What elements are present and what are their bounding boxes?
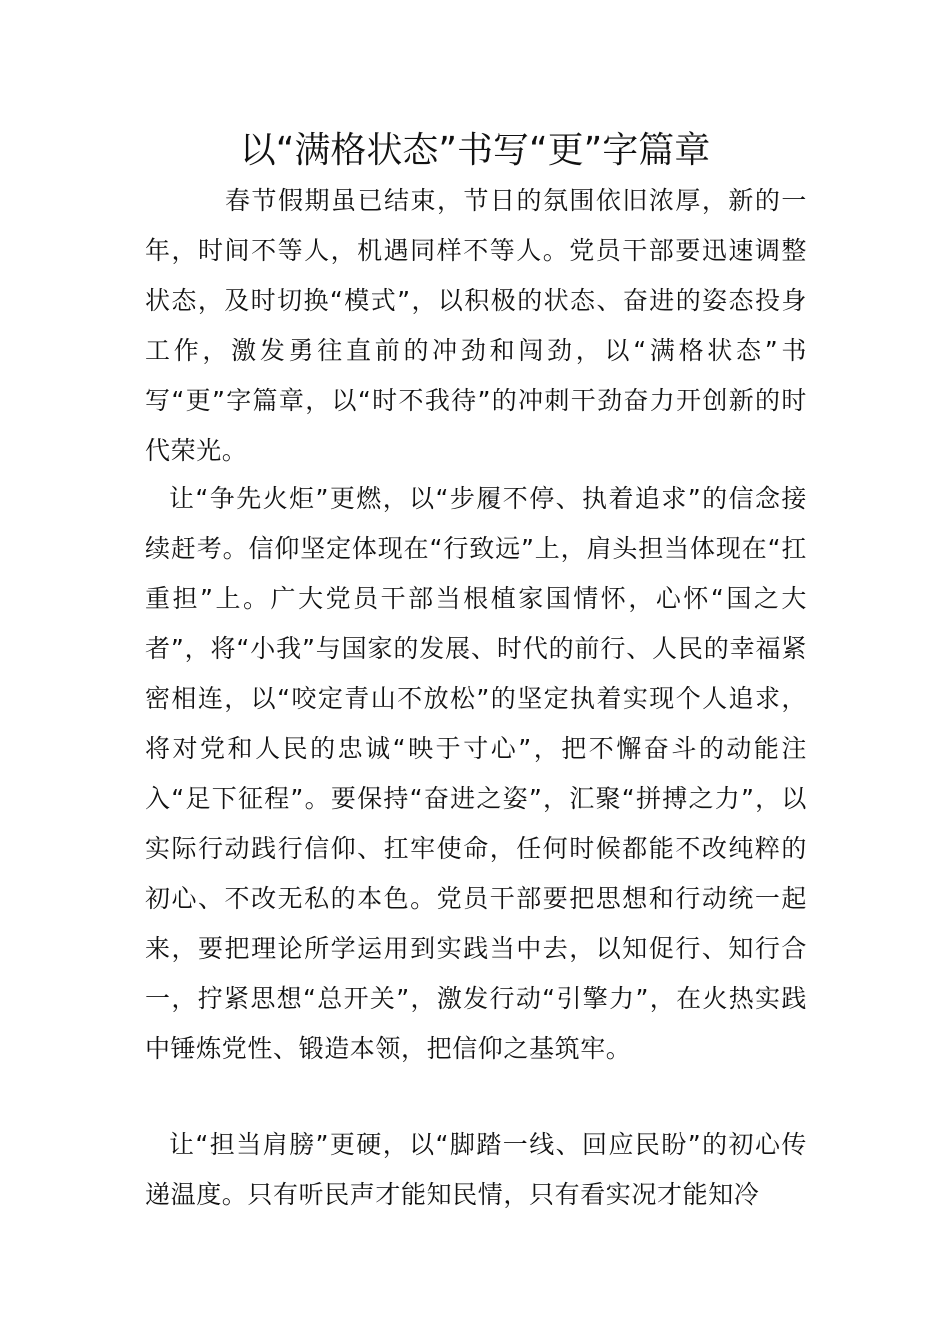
paragraph-3: 让“担当肩膀”更硬，以“脚踏一线、回应民盼”的初心传递温度。只有听民声才能知民情，只有看实况才能知冷: [145, 1130, 807, 1209]
paragraph-1: 春节假期虽已结束，节日的氛围依旧浓厚，新的一年，时间不等人，机遇同样不等人。党员干部要迅速调整状态，及时切换“模式”，以积极的状态、奋进的姿态投身工作，激发勇往直前的冲劲和闯劲，以“满格状态”书写“更”字篇章，以“时不我待”的冲刺干劲奋力开创新的时代荣光。: [145, 186, 807, 465]
document-title: 以“满格状态”书写“更”字篇章: [239, 130, 711, 171]
paragraph-2: 让“争先火炬”更燃，以“步履不停、执着追求”的信念接续赶考。信仰坚定体现在“行致远”上，肩头担当体现在“扛重担”上。广大党员干部当根植家国情怀，心怀“国之大者”，将“小我”与国家的发展、时代的前行、人民的幸福紧密相连，以“咬定青山不放松”的坚定执着实现个人追求，将对党和人民的忠诚“映于寸心”，把不懈奋斗的动能注入“足下征程”。要保持“奋进之姿”，汇聚“拼搏之力”，以实际行动践行信仰、扛牢使命，任何时候都能不改纯粹的初心、不改无私的本色。党员干部要把思想和行动统一起来，要把理论所学运用到实践当中去，以知促行、知行合一，拧紧思想“总开关”，激发行动“引擎力”，在火热实践中锤炼党性、锻造本领，把信仰之基筑牢。: [145, 484, 807, 1063]
